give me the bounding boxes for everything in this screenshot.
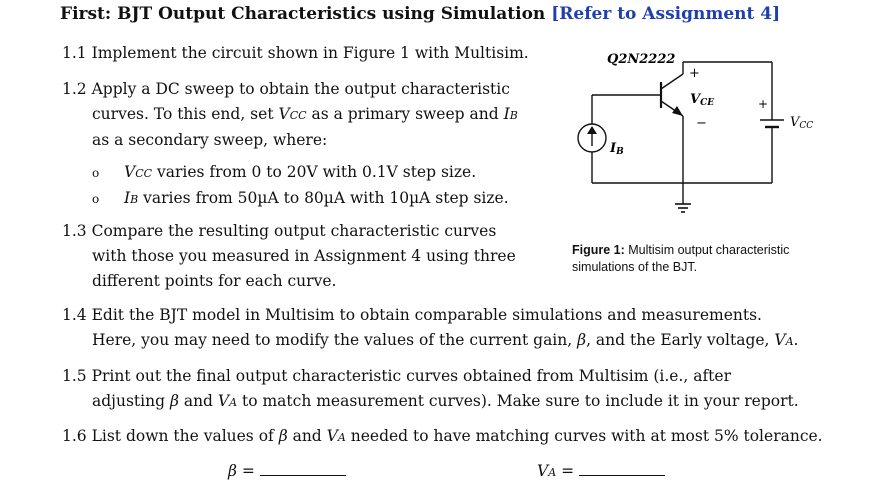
va-symbol: V [537, 462, 549, 480]
heading-reference: [Refer to Assignment 4] [551, 4, 781, 24]
emitter-arrow-icon [672, 106, 683, 116]
section-heading [60, 4, 780, 24]
va-symbol: V [326, 427, 338, 445]
item-text: and [287, 427, 327, 445]
bullet-text: varies from 0 to 20V with 0.1V step size. [152, 163, 477, 181]
item-text: , and the Early voltage, [586, 331, 775, 349]
figure-caption [572, 242, 789, 276]
item-number: 1.1 [62, 44, 87, 62]
va-subscript: A [229, 396, 238, 409]
item-text: Print out the final output characteristic curves obtained from Multisim (i.e., after [91, 367, 731, 385]
caption-text: simulations of the BJT. [572, 260, 698, 274]
item-text: adjusting [92, 392, 170, 410]
item-1-2 [62, 77, 518, 153]
item-text: as a primary sweep and [306, 105, 504, 123]
bullet-text: varies from 50µA to 80µA with 10µA step size. [138, 189, 509, 207]
vcc-symbol: V [278, 105, 290, 123]
item-1-1 [62, 41, 529, 66]
beta-symbol: β [169, 392, 179, 410]
va-answer-label: = [556, 462, 575, 480]
bullet-marker: o [92, 166, 100, 180]
item-text: Edit the BJT model in Multisim to obtain comparable simulations and measurements. [91, 306, 762, 324]
beta-answer-blank[interactable] [260, 461, 346, 476]
vcc-subscript: CC [289, 109, 307, 122]
beta-symbol: β [577, 331, 587, 349]
item-1-6 [62, 424, 823, 450]
beta-symbol: β [278, 427, 288, 445]
vce-label: VCE [690, 92, 715, 108]
item-number: 1.4 [62, 306, 87, 324]
circuit-figure [560, 40, 850, 230]
bullet-ib [92, 186, 509, 212]
heading-title: First: BJT Output Characteristics using Simulation [60, 4, 546, 24]
ib-subscript: B [130, 193, 139, 206]
item-text: needed to have matching curves with at most 5% tolerance. [345, 427, 823, 445]
item-number: 1.6 [62, 427, 87, 445]
item-text: Apply a DC sweep to obtain the output characteristic [91, 80, 510, 98]
item-text: to match measurement curves). Make sure to include it in your report. [237, 392, 799, 410]
vcc-subscript: CC [135, 167, 153, 180]
beta-answer-label: β = [228, 462, 255, 480]
item-text: and [178, 392, 218, 410]
va-answer [537, 459, 665, 485]
va-subscript: A [785, 335, 794, 348]
item-number: 1.5 [62, 367, 87, 385]
bullet-marker: o [92, 192, 100, 206]
item-text: Compare the resulting output characteristic curves [91, 222, 497, 240]
item-text: List down the values of [91, 427, 279, 445]
current-source-arrow-icon [587, 126, 597, 134]
ib-label: IB [610, 141, 624, 157]
item-text: as a secondary sweep, where: [92, 131, 328, 149]
transistor-collector-lead [661, 74, 683, 89]
vcc-label: VCC [790, 115, 814, 131]
vcc-plus-sign: + [758, 97, 769, 111]
ib-subscript: B [509, 109, 518, 122]
ib-symbol: I [124, 189, 131, 207]
vce-plus-sign: + [689, 66, 700, 81]
va-subscript: A [548, 466, 557, 479]
ib-symbol: I [503, 105, 510, 123]
item-1-5 [62, 364, 799, 415]
va-subscript: A [337, 431, 346, 444]
item-text: curves. To this end, set [92, 105, 279, 123]
item-text: different points for each curve. [92, 272, 337, 290]
item-text: Implement the circuit shown in Figure 1 with Multisim. [91, 44, 529, 62]
item-1-3 [62, 219, 516, 294]
vce-minus-sign: − [696, 116, 707, 131]
item-text: with those you measured in Assignment 4 using three [92, 247, 516, 265]
item-number: 1.3 [62, 222, 87, 240]
va-symbol: V [774, 331, 786, 349]
transistor-label: Q2N2222 [607, 52, 676, 67]
va-answer-blank[interactable] [579, 461, 665, 476]
va-symbol: V [217, 392, 230, 410]
caption-label: Figure 1: [572, 243, 625, 257]
item-number: 1.2 [62, 80, 87, 98]
caption-text: Multisim output characteristic [624, 243, 790, 257]
item-text: Here, you may need to modify the values of the current gain, [92, 331, 578, 349]
item-text: . [793, 331, 799, 349]
item-1-4 [62, 303, 798, 354]
bullet-vcc [92, 160, 476, 186]
vcc-symbol: V [124, 163, 136, 181]
beta-answer [228, 459, 346, 484]
